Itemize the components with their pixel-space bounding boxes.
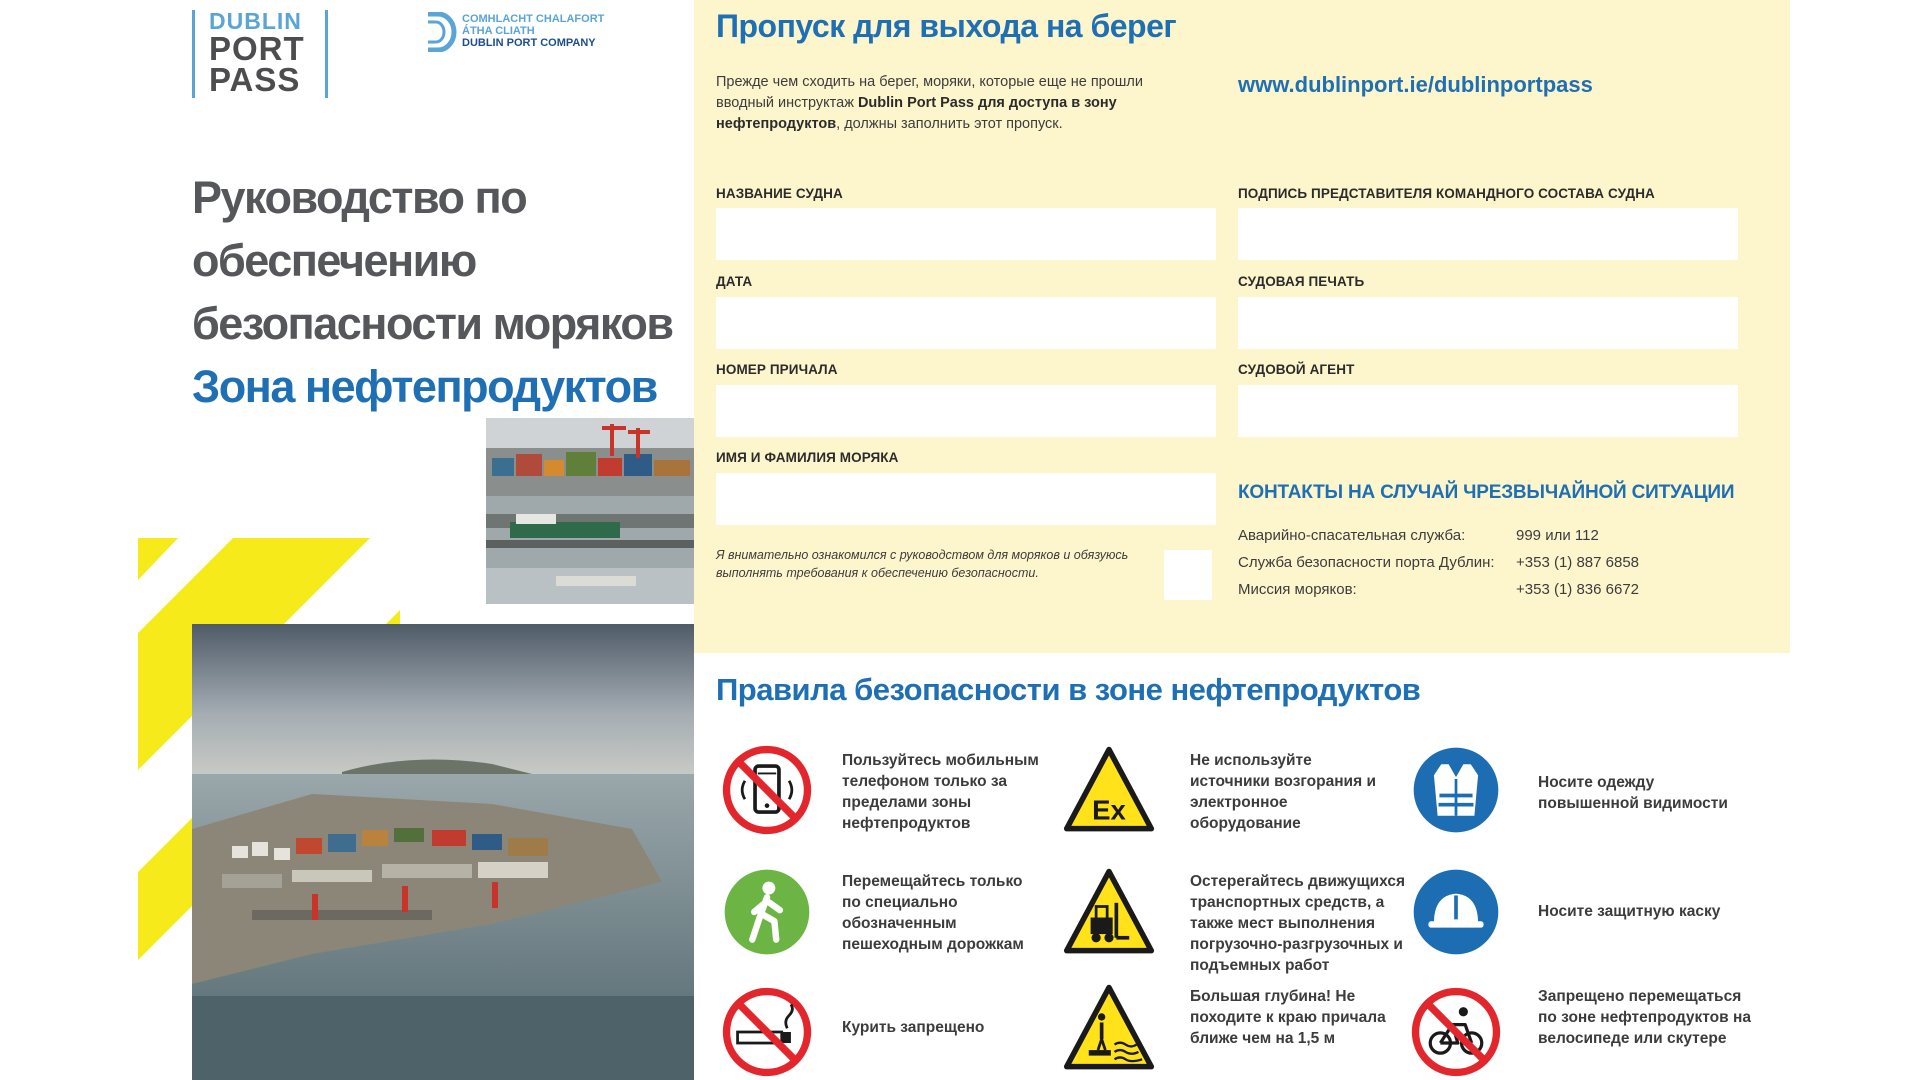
ship-agent-field[interactable] [1238,385,1738,437]
logo-line-2: PORT [209,30,305,67]
emergency-contact-row [1238,581,1640,598]
rule-text-hi-vis: Носите одежду повышенной видимости [1538,774,1728,812]
berth-number-label: НОМЕР ПРИЧАЛА [716,362,838,377]
hi-vis-vest-icon [1410,744,1502,836]
emergency-contact-number: +353 (1) 887 6858 [1516,554,1640,571]
rule-text-no-cycling: Запрещено перемещаться по зоне нефтепродуктов на велосипеде или скутере [1538,988,1751,1047]
intro-text-bold: Dublin Port Pass для доступа в зону нефтепродуктов [716,95,1117,132]
ship-agent-label: СУДОВОЙ АГЕНТ [1238,362,1355,377]
intro-text-1: Прежде чем сходить на берег, моряки, которые еще не прошли вводный инструктаж [716,74,1143,111]
ship-stamp-field[interactable] [1238,297,1738,349]
emergency-contact-number: 999 или 112 [1516,527,1599,544]
officer-signature-label: ПОДПИСЬ ПРЕДСТАВИТЕЛЯ КОМАНДНОГО СОСТАВА СУДНА [1238,186,1655,201]
rule-text-hard-hat: Носите защитную каску [1538,903,1721,920]
port-company-emblem-icon [424,12,458,52]
logo-line-1: DUBLIN [209,8,302,34]
date-field[interactable] [716,297,1216,349]
intro-text-2: , должны заполнить этот пропуск. [836,116,1063,132]
vessel-name-label: НАЗВАНИЕ СУДНА [716,186,843,201]
emergency-contacts-title: КОНТАКТЫ НА СЛУЧАЙ ЧРЕЗВЫЧАЙНОЙ СИТУАЦИИ [1238,482,1735,503]
no-cycling-icon [1410,986,1502,1078]
no-smoking-icon [721,986,813,1078]
emergency-contact-label: Аварийно-спасательная служба: [1238,527,1466,544]
svg-text:Ex: Ex [1092,794,1126,826]
declaration-checkbox[interactable] [1164,550,1212,600]
emergency-contact-number: +353 (1) 836 6672 [1516,581,1640,598]
safety-declaration: Я внимательно ознакомился с руководством для моряков и обязуюсь выполнять требования к обеспечению безопасности. [716,548,1129,580]
rule-text-no-smoking: Курить запрещено [842,1019,985,1036]
shore-pass-form [694,0,1790,653]
deep-water-warning-icon [1063,982,1155,1074]
rule-text-moving-vehicles: Остерегайтесь движущихся транспортных средств, а также мест выполнения погрузочно-разгрузочных и подъемных работ [1190,873,1406,974]
dublin-port-aerial-photo [192,624,694,1080]
guide-title-line-2: обеспечению [192,235,476,286]
forklift-warning-icon [1063,866,1155,958]
harbour-photo-small [486,418,694,604]
vessel-name-field[interactable] [716,208,1216,260]
emergency-contact-row [1238,527,1599,544]
shore-pass-title: Пропуск для выхода на берег [716,8,1177,44]
rule-text-ignition-sources: Не используйте источники возгорания и электронное оборудование [1190,752,1376,832]
pedestrian-icon [721,866,813,958]
rule-text-deep-water: Большая глубина! Не походите к краю причала ближе чем на 1,5 м [1190,988,1386,1047]
safety-rules-title: Правила безопасности в зоне нефтепродуктов [716,672,1421,707]
hard-hat-icon [1410,866,1502,958]
company-logo-line-2: ÁTHA CLIATH [462,25,535,37]
company-logo-line-1: COMHLACHT CHALAFORT [462,13,605,25]
guide-title-line-1: Руководство по [192,172,527,223]
rule-text-pedestrian-walkways: Перемещайтесь только по специально обозначенным пешеходным дорожкам [842,873,1024,953]
seafarer-name-label: ИМЯ И ФАМИЛИЯ МОРЯКА [716,450,899,465]
emergency-contact-row [1238,554,1640,571]
date-label: ДАТА [716,274,753,289]
no-mobile-phone-icon [721,744,813,836]
logo-line-3: PASS [209,61,301,98]
berth-number-field[interactable] [716,385,1216,437]
dublin-port-pass-url[interactable]: www.dublinport.ie/dublinportpass [1238,72,1593,97]
shore-pass-intro [716,72,1186,135]
guide-subtitle-zone: Зона нефтепродуктов [192,361,657,412]
guide-title [192,166,692,418]
emergency-contact-label: Служба безопасности порта Дублин: [1238,554,1495,571]
guide-title-line-3: безопасности моряков [192,298,673,349]
rule-text-mobile-phone: Пользуйтесь мобильным телефоном только за пределами зоны нефтепродуктов [842,752,1039,832]
seafarer-name-field[interactable] [716,473,1216,525]
ship-stamp-label: СУДОВАЯ ПЕЧАТЬ [1238,274,1365,289]
ex-warning-icon [1063,744,1155,836]
dublin-port-company-logo [424,12,644,54]
emergency-contact-label: Миссия моряков: [1238,581,1357,598]
company-logo-line-3: DUBLIN PORT COMPANY [462,37,596,49]
officer-signature-field[interactable] [1238,208,1738,260]
dublin-port-pass-logo [192,10,328,98]
